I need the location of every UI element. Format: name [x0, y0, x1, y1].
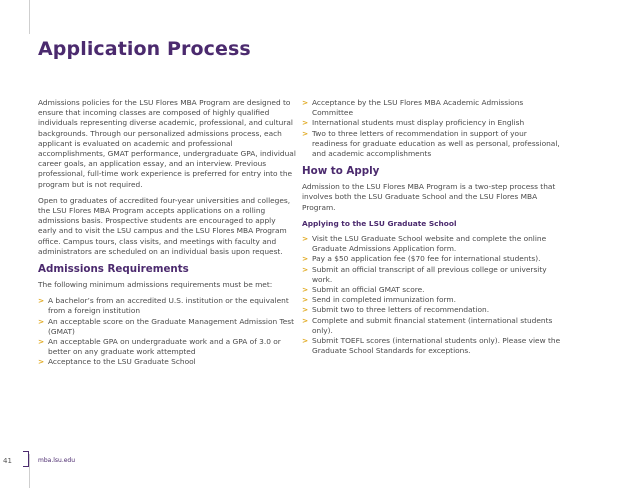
- requirements-list-continued: [302, 98, 564, 159]
- footer-url-link[interactable]: mba.lsu.edu: [38, 457, 76, 464]
- right-column: [302, 98, 564, 362]
- left-column: [38, 98, 296, 374]
- chevron-right-icon: >: [38, 357, 45, 367]
- requirements-intro: The following minimum admissions requirements must be met:: [38, 280, 273, 290]
- chevron-right-icon: >: [302, 98, 309, 107]
- footer-bracket: [23, 451, 29, 467]
- chevron-right-icon: >: [302, 285, 309, 295]
- chevron-right-icon: >: [302, 305, 309, 315]
- chevron-right-icon: >: [302, 264, 309, 274]
- page-title: Application Process: [38, 38, 251, 60]
- page-number: 41: [3, 457, 12, 465]
- top-margin-rule: [29, 0, 30, 34]
- list-item: > An acceptable GPA on undergraduate work and a GPA of 3.0 or better on any graduate work attempted: [38, 337, 281, 357]
- intro-paragraph-2: Open to graduates of accredited four-year universities and colleges, the LSU Flores MBA Program accepts applications on a rolling admissions basis. Prospective students are encouraged to apply early and to visit the LSU campus and the LSU Flores MBA Program office. Campus tours, class visits, and meetings with faculty and administrators are scheduled on an individual basis upon request.: [38, 195, 291, 256]
- list-item: > An acceptable score on the Graduate Management Admission Test (GMAT): [38, 316, 295, 336]
- intro-paragraph: Admissions policies for the LSU Flores MBA Program are designed to ensure that incoming classes are composed of highly qualified individuals representing diverse academic, professional, and cultural backgrounds. Through our personalized admissions process, each applicant is evaluated on academic and professional accomplishments, GMAT performance, undergraduate GPA, individual career goals, an application essay, and an interview. Previous professional, full-time work experience is preferred for entry into the program but is not required.: [38, 98, 296, 189]
- chevron-right-icon: >: [302, 295, 309, 305]
- chevron-right-icon: >: [38, 296, 45, 306]
- chevron-right-icon: >: [302, 336, 309, 346]
- application-steps-list: [302, 234, 564, 356]
- list-item: > Send in completed immunization form.: [302, 295, 456, 305]
- chevron-right-icon: >: [38, 337, 45, 347]
- chevron-right-icon: >: [38, 316, 45, 326]
- list-item: > Submit two to three letters of recommendation.: [302, 305, 490, 315]
- list-item: > Acceptance to the LSU Graduate School: [38, 357, 196, 367]
- chevron-right-icon: >: [302, 254, 309, 264]
- how-to-apply-intro: Admission to the LSU Flores MBA Program is a two-step process that involves both the LSU Graduate School and the LSU Flores MBA Program.: [302, 182, 556, 212]
- list-item: > Submit an official GMAT score.: [302, 285, 425, 295]
- requirements-list: [38, 296, 296, 367]
- how-to-apply-heading: How to Apply: [302, 165, 380, 178]
- list-item: > Acceptance by the LSU Flores MBA Academic Admissions Committee: [302, 98, 524, 118]
- list-item: > Two to three letters of recommendation in support of your readiness for graduate education as well as personal, professional, and academic accomplishments: [302, 128, 560, 159]
- list-item: > Submit an official transcript of all previous college or university work.: [302, 264, 547, 284]
- chevron-right-icon: >: [302, 118, 309, 128]
- chevron-right-icon: >: [302, 315, 309, 325]
- list-item: > International students must display proficiency in English: [302, 118, 525, 128]
- list-item: > A bachelor’s from an accredited U.S. institution or the equivalent from a foreign institution: [38, 296, 289, 316]
- list-item: > Pay a $50 application fee ($70 fee for international students).: [302, 254, 541, 264]
- graduate-school-subheading: Applying to the LSU Graduate School: [302, 218, 457, 228]
- bottom-margin-rule: [29, 454, 30, 488]
- list-item: > Visit the LSU Graduate School website and complete the online Graduate Admissions Application form.: [302, 234, 547, 254]
- list-item: > Submit TOEFL scores (international students only). Please view the Graduate School Standards for exceptions.: [302, 336, 561, 356]
- chevron-right-icon: >: [302, 128, 309, 138]
- admissions-requirements-heading: Admissions Requirements: [38, 263, 189, 276]
- chevron-right-icon: >: [302, 234, 309, 244]
- list-item: > Complete and submit financial statement (international students only).: [302, 315, 553, 335]
